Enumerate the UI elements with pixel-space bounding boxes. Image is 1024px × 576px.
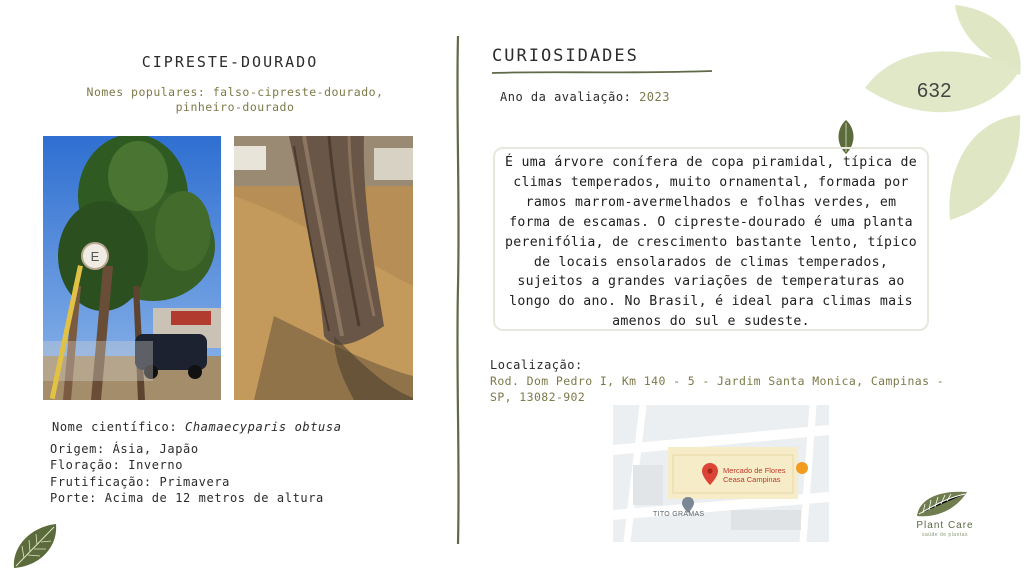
map-label-2: Ceasa Campinas (723, 474, 781, 484)
description-box: É uma árvore conífera de copa piramidal, típica de climas temperados, muito ornamental, formada por ramos marrom-avermelhados e folhas verdes, em forma de escamas. O cipreste-dourado é uma planta perenifólia, de crescimento bastante lento, típico de locais ensolarados de climas temperados, sujeitos a grandes variações de temperaturas ao longo do ano. No Brasil, é ideal para climas mais amenos do sul e sudeste. (493, 147, 929, 331)
brand-tagline: saúde de plantas (921, 532, 969, 538)
fact-fruiting: Frutificação: Primavera (50, 474, 230, 489)
evaluation-year (500, 90, 670, 104)
page-counter: 632 (917, 80, 952, 102)
location-map[interactable] (613, 405, 829, 542)
tree-photo (43, 136, 221, 400)
scientific-label: Nome científico: (52, 420, 178, 434)
vertical-divider (453, 36, 463, 544)
map-poi-icon (796, 462, 808, 474)
heading-underline (490, 68, 715, 76)
fact-origin: Origem: Ásia, Japão (50, 442, 199, 456)
svg-text:E: E (90, 249, 100, 264)
fact-size: Porte: Acima de 12 metros de altura (50, 490, 324, 505)
trunk-photo (234, 136, 413, 400)
map-label-1: Mercado de Flores (723, 466, 786, 475)
scientific-value: Chamaecyparis obtusa (185, 420, 342, 434)
popular-names: Nomes populares: falso-cipreste-dourado, pinheiro-dourado (86, 85, 384, 114)
year-value: 2023 (639, 90, 670, 104)
plant-facts (50, 441, 324, 506)
map-label-secondary: TITO GRAMAS (653, 511, 705, 518)
location-address: Rod. Dom Pedro I, Km 140 - 5 - Jardim Santa Monica, Campinas - SP, 13082-902 (490, 374, 945, 404)
decorative-leaf-bottom-left (10, 522, 60, 570)
plant-title: CIPRESTE-DOURADO (141, 53, 319, 71)
brand-name: Plant Care (916, 520, 974, 531)
location-label: Localização: (490, 358, 583, 372)
plant-care-logo-icon (913, 486, 971, 520)
scientific-name (52, 420, 342, 434)
year-label: Ano da avaliação: (500, 90, 632, 104)
fact-flowering: Floração: Inverno (50, 458, 184, 473)
curiosities-heading: CURIOSIDADES (492, 46, 639, 66)
